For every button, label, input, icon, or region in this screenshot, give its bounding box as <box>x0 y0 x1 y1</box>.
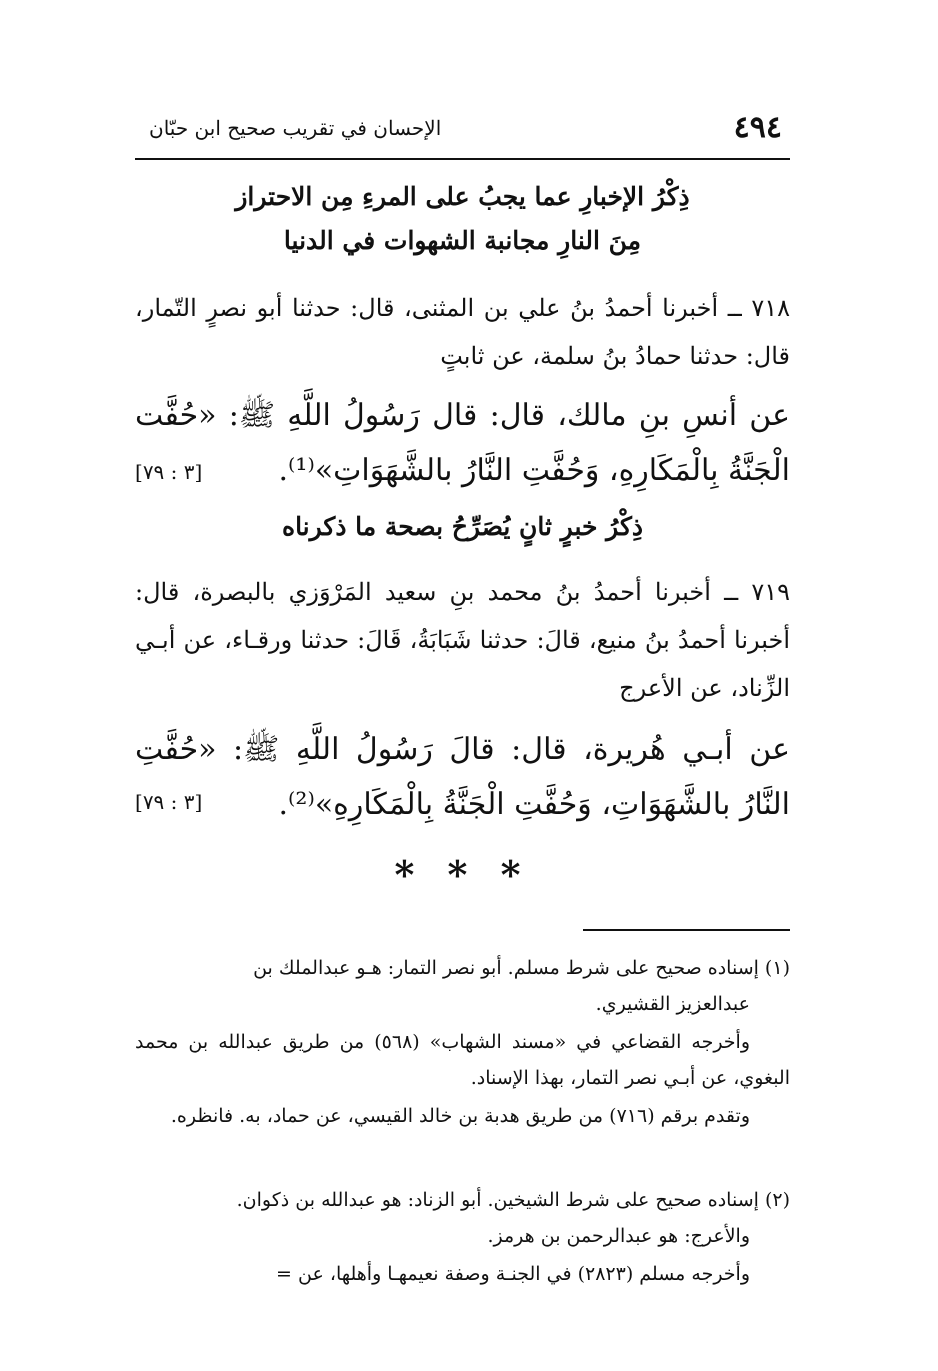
hadith-718-matn: عن أنسِ بنِ مالك، قال: قال رَسُولُ اللَّهِ ﷺ: «حُفَّت الْجَنَّةُ بِالْمَكَارِهِ، وَحُفَّتِ النَّارُ بالشَّهَوَاتِ»⁽¹⁾. <box>135 398 790 488</box>
book-title: الإحسان في تقريب صحيح ابن حبّان <box>149 116 442 140</box>
header-rule <box>135 158 790 160</box>
footnote-1-line-2: عبدالعزيز القشيري. <box>595 993 750 1015</box>
chapter-title-line-2: مِنَ النارِ مجانبة الشهوات في الدنيا <box>283 226 642 255</box>
footnote-2-line-3: وأخرجه مسلم (٢٨٢٣) في الجنـة وصفة نعيمهـا وأهلها، عن = <box>276 1263 750 1285</box>
hadith-718-isnad: ٧١٨ ــ أخبرنا أحمدُ بنُ علي بن المثنى، قال: حدثنا أبو نصرٍ التّمار، قال: حدثنا حمادُ بنُ سلمة، عن ثابتٍ <box>135 294 790 370</box>
hadith-719-reference: [٣ : ٧٩] <box>135 790 203 814</box>
footnote-1-paragraph-2: وأخرجه القضاعي في «مسند الشهاب» (٥٦٨) من طريق عبدالله بن محمد البغوي، عن أبـي نصر التمار، بهذا الإسناد. <box>135 1031 790 1089</box>
chapter-title-2: ذِكْرُ خبرٍ ثانٍ يُصَرِّحُ بصحة ما ذكرناه <box>281 512 644 541</box>
footnote-1-paragraph-3: وتقدم برقم (٧١٦) من طريق هدبة بن خالد القيسي، عن حماد، به. فانظره. <box>170 1105 750 1127</box>
footnote-2-line-1: (٢) إسناده صحيح على شرط الشيخين. أبو الزناد: هو عبدالله بن ذكوان. <box>236 1189 790 1211</box>
footnote-rule <box>583 929 790 931</box>
chapter-title-line-1: ذِكْرُ الإخبارِ عما يجبُ على المرءِ مِن الاحتراز <box>235 182 690 211</box>
hadith-719-matn: عن أبـي هُريرة، قال: قالَ رَسُولُ اللَّهِ ﷺ: «حُفَّتِ النَّارُ بالشَّهَوَاتِ، وَحُفَّتِ الْجَنَّةُ بِالْمَكَارِهِ»⁽²⁾. <box>135 732 790 822</box>
footnote-2-line-2: والأعرج: هو عبدالرحمن بن هرمز. <box>487 1225 750 1247</box>
hadith-718-reference: [٣ : ٧٩] <box>135 460 203 484</box>
section-separator: * * * <box>394 852 531 897</box>
hadith-719-isnad: ٧١٩ ــ أخبرنا أحمدُ بنُ محمد بنِ سعيد المَرْوَزي بالبصرة، قال: أخبرنا أحمدُ بنُ منيع، قالَ: حدثنا شَبَابَةُ، قَالَ: حدثنا ورقـاء، عن أبـي الزِّناد، عن الأعرج <box>135 578 790 702</box>
page-number: ٤٩٤ <box>733 110 782 145</box>
running-header <box>135 108 790 158</box>
footnote-1-line-1: (١) إسناده صحيح على شرط مسلم. أبو نصر التمار: هـو عبدالملك بن <box>253 957 790 979</box>
